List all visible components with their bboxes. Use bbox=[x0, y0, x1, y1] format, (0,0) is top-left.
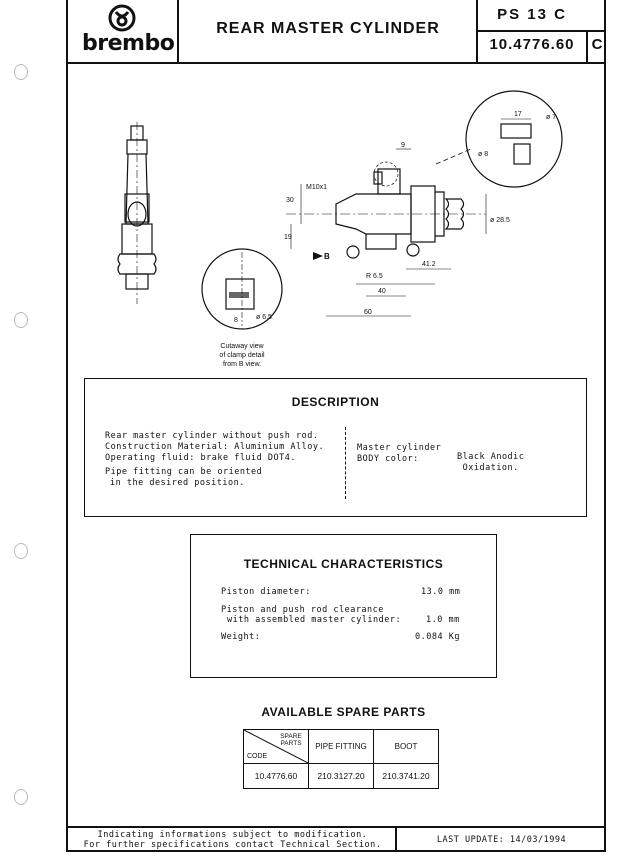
code-cell: 10.4776.60 bbox=[244, 764, 309, 789]
code-spare-header bbox=[244, 730, 309, 764]
binder-hole bbox=[14, 789, 28, 805]
dim-label: R 6.5 bbox=[366, 273, 383, 280]
tech-label: Piston and push rod clearance bbox=[221, 605, 384, 615]
dim-label: 41.2 bbox=[422, 261, 436, 268]
body-color-label-line: BODY color: bbox=[357, 454, 419, 464]
dim-label: 17 bbox=[514, 111, 522, 118]
tech-label: Piston diameter: bbox=[221, 587, 311, 597]
cutaway-caption: Cutaway view bbox=[220, 343, 264, 350]
technical-drawing bbox=[66, 64, 606, 379]
part-number: 10.4776.60 bbox=[489, 36, 575, 53]
tech-value: 0.084 Kg bbox=[415, 632, 460, 642]
footer-divider bbox=[66, 826, 606, 828]
description-divider bbox=[345, 427, 347, 499]
cutaway-caption: of clamp detail bbox=[219, 352, 265, 359]
tech-label: Weight: bbox=[221, 632, 261, 642]
dim-label: 8 bbox=[234, 317, 238, 324]
description-text bbox=[105, 431, 345, 489]
view-label: B bbox=[324, 252, 330, 261]
dim-label: 19 bbox=[284, 234, 292, 241]
revision-letter: C bbox=[591, 36, 603, 53]
spare-header: SPARE PARTS bbox=[280, 733, 302, 747]
description-heading: DESCRIPTION bbox=[291, 395, 380, 409]
last-update: LAST UPDATE: 14/03/1994 bbox=[436, 835, 567, 845]
spare-parts-heading: AVAILABLE SPARE PARTS bbox=[261, 705, 426, 719]
footer-note-line: For further specifications contact Technical Section. bbox=[83, 840, 382, 850]
dim-label: ø 8 bbox=[478, 151, 489, 158]
brand-name: brembo bbox=[82, 31, 175, 56]
dim-label: ø 6.5 bbox=[256, 314, 272, 321]
dim-label: M10x1 bbox=[306, 184, 328, 191]
description-box bbox=[84, 378, 587, 517]
binder-hole bbox=[14, 543, 28, 559]
column-header: BOOT bbox=[374, 730, 439, 764]
dim-label: ø 28.5 bbox=[490, 217, 510, 224]
column-header: PIPE FITTING bbox=[309, 730, 374, 764]
description-line: Pipe fitting can be oriented bbox=[105, 467, 263, 477]
part-cell: 210.3741.20 bbox=[374, 764, 439, 789]
dim-label: 30 bbox=[286, 197, 294, 204]
table-header-row bbox=[244, 730, 439, 764]
tech-value: 1.0 mm bbox=[426, 615, 460, 625]
description-line: Construction Material: Aluminium Alloy. bbox=[105, 442, 325, 452]
dim-label: ø 7 bbox=[546, 114, 557, 121]
dim-label: 60 bbox=[364, 309, 372, 316]
dim-label: 9 bbox=[401, 142, 405, 149]
body-color-value-line: Black Anodic bbox=[457, 452, 525, 462]
cutaway-caption: from B view. bbox=[222, 361, 262, 368]
body-color-label bbox=[357, 443, 441, 465]
tech-label: with assembled master cylinder: bbox=[227, 615, 402, 625]
sheet-code: PS 13 C bbox=[497, 6, 567, 23]
body-color-value bbox=[457, 452, 524, 474]
logo-divider bbox=[177, 0, 179, 62]
binder-hole bbox=[14, 312, 28, 328]
footer-note bbox=[70, 830, 395, 850]
tech-value: 13.0 mm bbox=[421, 587, 461, 597]
body-color-label-line: Master cylinder bbox=[357, 443, 442, 453]
dim-label: 40 bbox=[378, 288, 386, 295]
table-row bbox=[244, 764, 439, 789]
technical-heading: TECHNICAL CHARACTERISTICS bbox=[243, 557, 444, 571]
spare-parts-table bbox=[243, 729, 439, 789]
body-color-value-line: Oxidation. bbox=[462, 463, 519, 473]
binder-hole bbox=[14, 64, 28, 80]
part-cell: 210.3127.20 bbox=[309, 764, 374, 789]
description-line: Rear master cylinder without push rod. bbox=[105, 431, 319, 441]
technical-box bbox=[190, 534, 497, 678]
code-header: CODE bbox=[247, 753, 268, 760]
description-line: Operating fluid: brake fluid DOT4. bbox=[105, 453, 296, 463]
footer-note-line: Indicating informations subject to modification. bbox=[97, 830, 368, 840]
description-line: in the desired position. bbox=[110, 478, 245, 488]
page-title: REAR MASTER CYLINDER bbox=[216, 20, 440, 37]
